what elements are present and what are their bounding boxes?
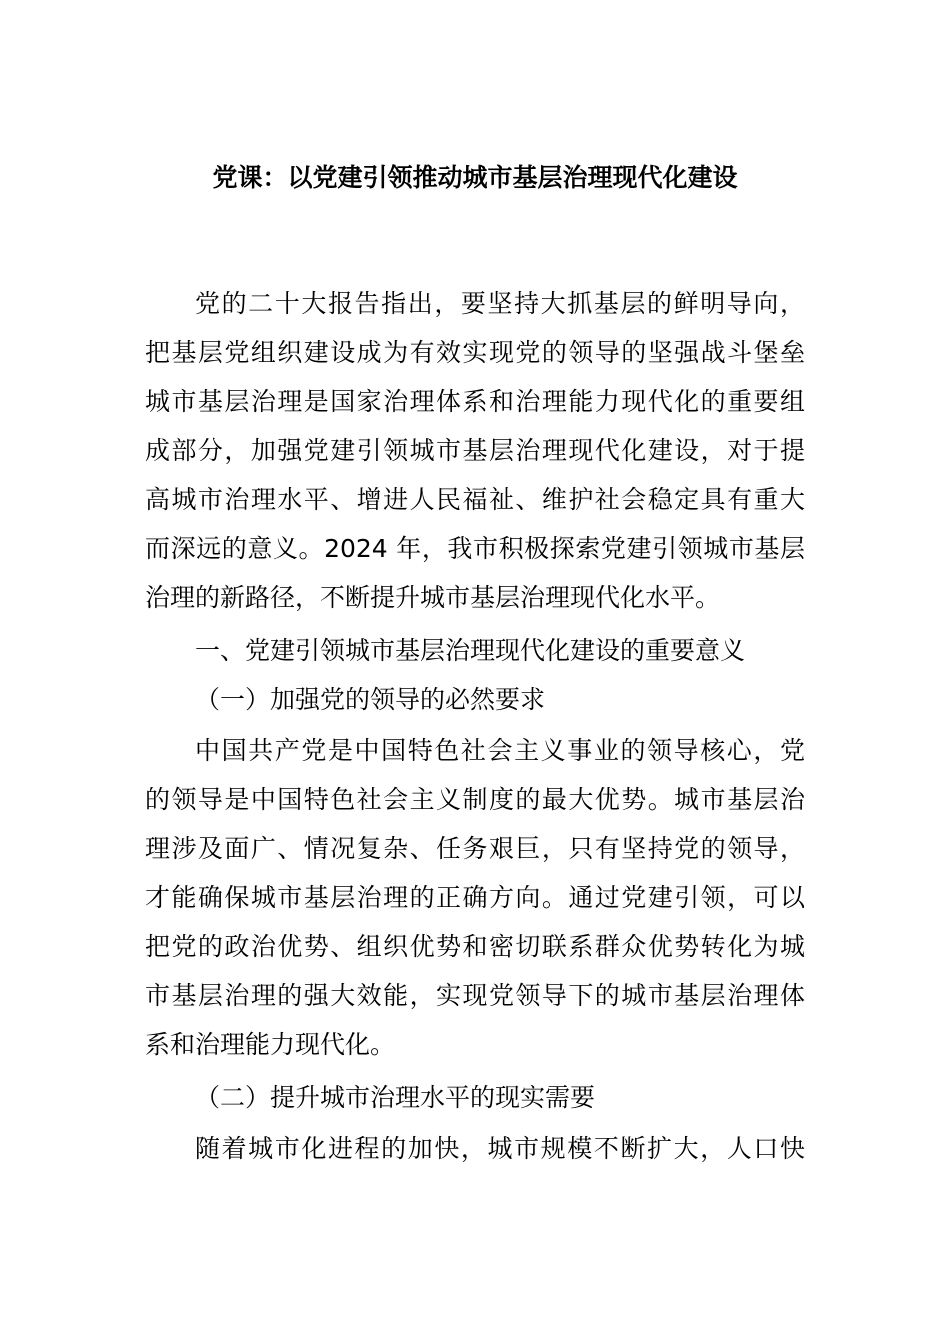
paragraph-line: 城市基层治理是国家治理体系和治理能力现代化的重要组 [145,387,805,416]
paragraph-line: 系和治理能力现代化。 [145,1030,396,1059]
subsection-heading: （二）提升城市治理水平的现实需要 [195,1083,596,1112]
paragraph-line: 市基层治理的强大效能，实现党领导下的城市基层治理体 [145,981,805,1010]
paragraph-line: 治理的新路径，不断提升城市基层治理现代化水平。 [145,583,721,612]
document-title: 党课：以党建引领推动城市基层治理现代化建设 [212,163,738,192]
paragraph-line: 把基层党组织建设成为有效实现党的领导的坚强战斗堡垒 [145,338,805,367]
paragraph-line: 才能确保城市基层治理的正确方向。通过党建引领，可以 [145,883,805,912]
paragraph-line: 高城市治理水平、增进人民福祉、维护社会稳定具有重大 [145,485,805,514]
section-heading: 一、党建引领城市基层治理现代化建设的重要意义 [195,636,746,665]
paragraph-line: 随着城市化进程的加快，城市规模不断扩大，人口快 [195,1134,805,1163]
paragraph-line: 成部分，加强党建引领城市基层治理现代化建设，对于提 [145,436,805,465]
paragraph-line: 的领导是中国特色社会主义制度的最大优势。城市基层治 [145,785,805,814]
paragraph-line: 而深远的意义。2024 年，我市积极探索党建引领城市基层 [145,534,805,563]
paragraph-line: 理涉及面广、情况复杂、任务艰巨，只有坚持党的领导， [145,834,805,863]
paragraph-line: 中国共产党是中国特色社会主义事业的领导核心，党 [195,736,805,765]
subsection-heading: （一）加强党的领导的必然要求 [195,685,546,714]
paragraph-line: 党的二十大报告指出，要坚持大抓基层的鲜明导向， [195,289,805,318]
paragraph-line: 把党的政治优势、组织优势和密切联系群众优势转化为城 [145,932,805,961]
